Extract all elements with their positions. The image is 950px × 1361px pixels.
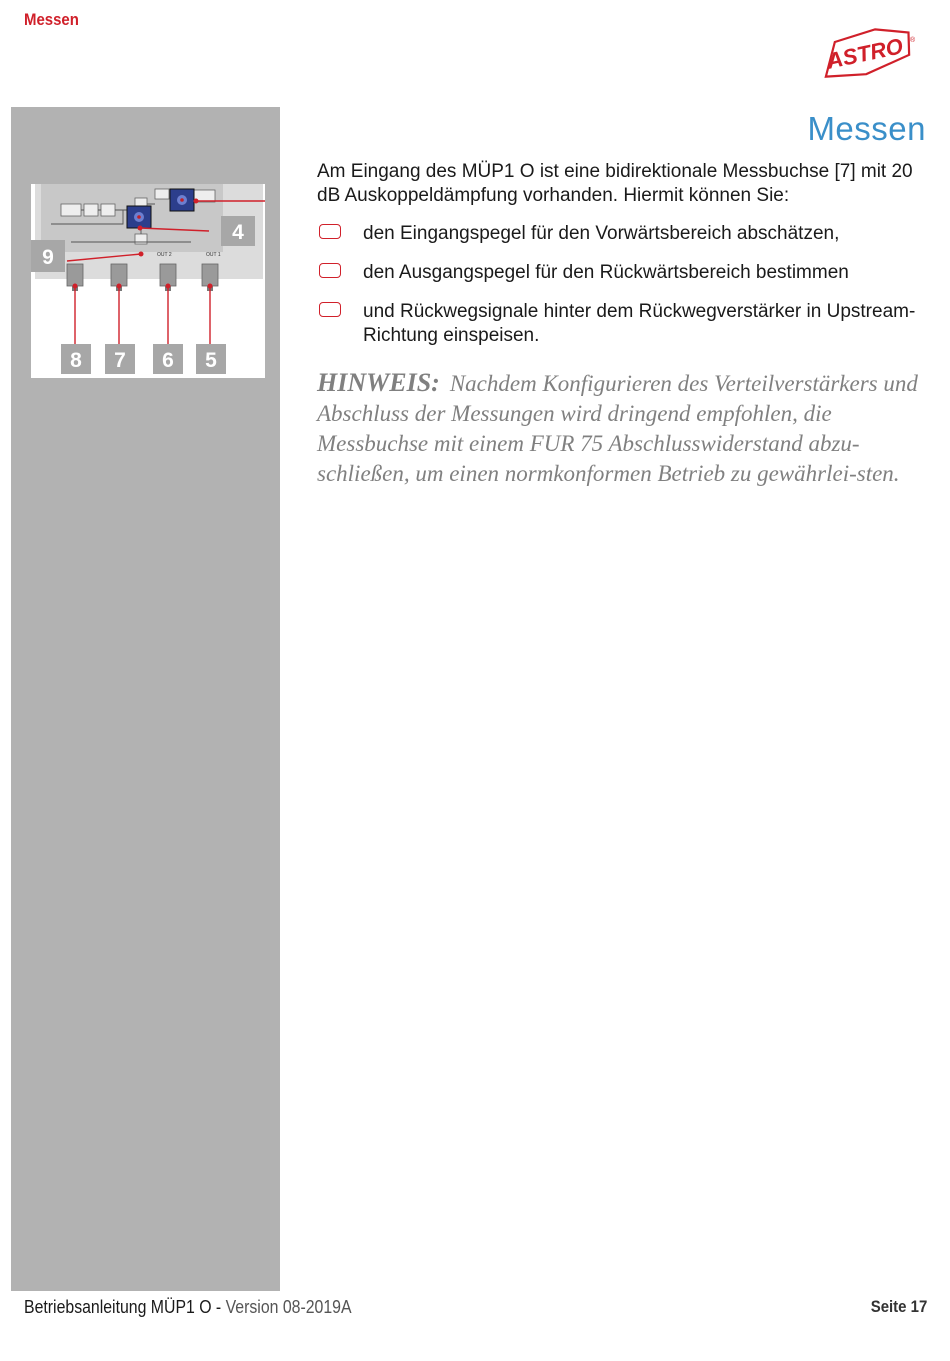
bullet-box-icon <box>319 224 341 239</box>
callout-7: 7 <box>114 349 126 372</box>
feature-list <box>317 222 937 348</box>
bullet-box-icon <box>319 302 341 317</box>
list-item <box>317 261 937 285</box>
section-tag: Messen <box>24 10 79 29</box>
board-label-out1: OUT 1 <box>206 252 221 258</box>
list-item <box>317 222 937 246</box>
footer-doc-title: Betriebsanleitung MÜP1 O <box>24 1297 212 1317</box>
callout-6: 6 <box>162 349 174 372</box>
footer-version: Version 08-2019A <box>225 1297 352 1317</box>
note-block <box>317 368 932 489</box>
logo-text: ASTRO <box>824 33 906 74</box>
device-figure <box>31 184 265 378</box>
list-item-text: den Ausgangspegel für den Rückwärtsbereich bestimmen <box>363 262 849 283</box>
page-title: Messen <box>807 110 926 147</box>
logo-registered: ® <box>910 37 916 44</box>
callout-4: 4 <box>232 221 244 244</box>
page-number: Seite 17 <box>870 1297 927 1316</box>
intro-paragraph: Am Eingang des MÜP1 O ist eine bidirektionale Messbuchse [7] mit 20 dB Auskoppeldämpfung vorhanden. Hiermit können Sie: <box>317 161 913 206</box>
note-label: HINWEIS: <box>317 368 440 397</box>
board-label-out2: OUT 2 <box>157 252 172 258</box>
list-item-text: und Rückwegsignale hinter dem Rückwegverstärker in Upstream-Richtung einspeisen. <box>363 301 916 346</box>
list-item-text: den Eingangspegel für den Vorwärtsbereich abschätzen, <box>363 223 840 244</box>
note-text: Nachdem Konfigurieren des Verteilverstärkers und Abschluss der Messungen wird dringend empfohlen, die Messbuchse mit einem FUR 75 Abschlusswiderstand abzu-schließen, um einen normkonformen Betrieb zu gewährlei-sten. <box>317 371 918 486</box>
bullet-box-icon <box>319 263 341 278</box>
list-item <box>317 300 937 348</box>
astro-logo <box>812 28 918 80</box>
callout-9: 9 <box>42 246 54 269</box>
footer-separator: - <box>211 1297 226 1317</box>
footer-doc-info <box>24 1297 352 1318</box>
callout-5: 5 <box>205 349 217 372</box>
callout-8: 8 <box>70 349 82 372</box>
